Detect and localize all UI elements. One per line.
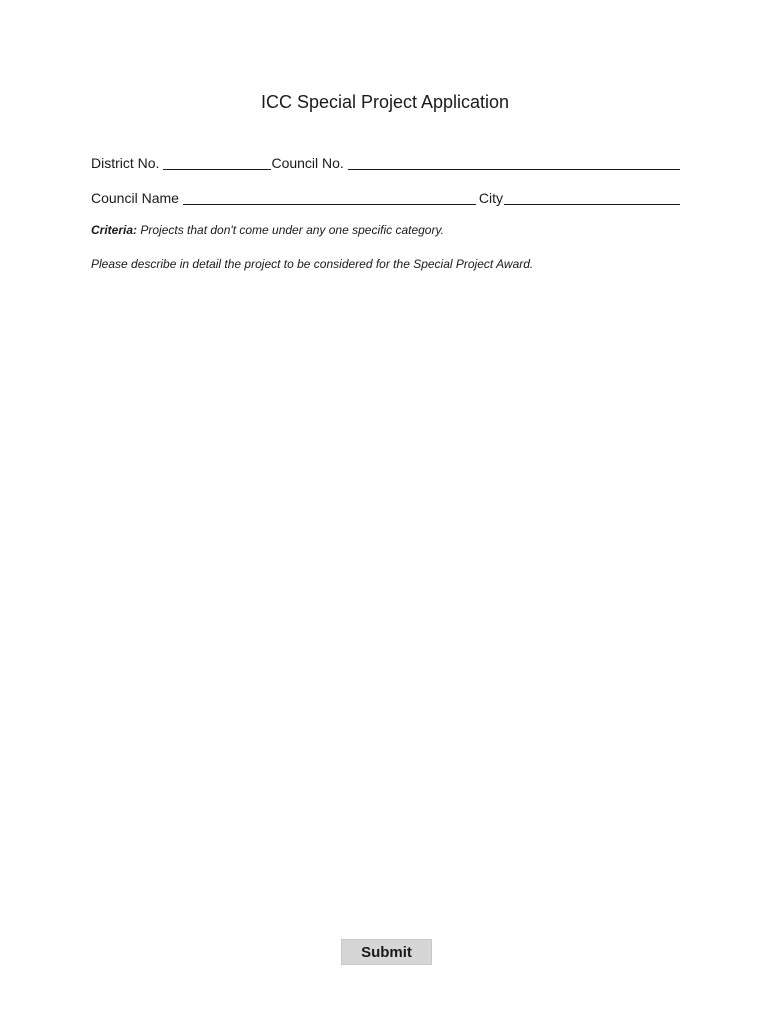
city-field[interactable] bbox=[504, 189, 680, 205]
council-name-field[interactable] bbox=[183, 189, 476, 205]
criteria-text bbox=[91, 223, 680, 237]
criteria-description: Projects that don't come under any one specific category. bbox=[137, 223, 444, 237]
project-description-field[interactable] bbox=[91, 280, 684, 924]
council-name-city-row bbox=[91, 187, 680, 207]
city-label: City bbox=[478, 190, 503, 206]
page-title: ICC Special Project Application bbox=[260, 92, 510, 112]
submit-button[interactable]: Submit bbox=[341, 939, 432, 965]
council-no-label: Council No. bbox=[271, 155, 344, 171]
criteria-label: Criteria: bbox=[91, 223, 138, 237]
council-no-field[interactable] bbox=[348, 154, 680, 170]
council-name-label: Council Name bbox=[91, 190, 179, 206]
district-no-field[interactable] bbox=[163, 154, 271, 170]
district-no-label: District No. bbox=[91, 155, 160, 171]
district-council-row bbox=[91, 152, 680, 172]
instructions-text: Please describe in detail the project to be considered for the Special Project Award. bbox=[91, 257, 534, 271]
